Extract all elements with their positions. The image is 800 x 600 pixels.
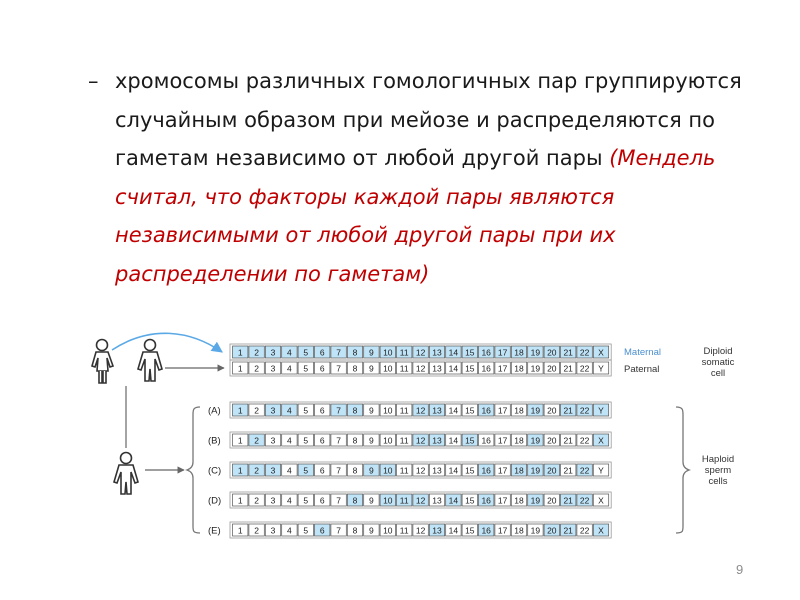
chromosome-number: 2	[254, 465, 259, 476]
row-label: (A)	[208, 405, 221, 417]
chromosome-number: 8	[352, 347, 358, 358]
chromosome-number: 5	[303, 465, 309, 476]
paternal-label: Paternal	[624, 364, 660, 375]
chromosome-number: 3	[270, 465, 276, 476]
haploid-row	[208, 432, 611, 448]
chromosome-number: 1	[237, 347, 243, 358]
chromosome-number: 6	[319, 405, 325, 416]
chromosome-number: 1	[237, 495, 243, 506]
chromosome-number: 11	[399, 405, 409, 416]
chromosome-number: 17	[497, 405, 508, 416]
chromosome-number: 8	[352, 465, 358, 476]
chromosome-number: 7	[336, 347, 341, 358]
chromosome-number: 2	[254, 495, 259, 506]
chromosome-number: 4	[287, 495, 292, 506]
chromosome-number: 6	[319, 465, 325, 476]
chromosome-number: 1	[237, 465, 243, 476]
chromosome-number: 20	[547, 363, 557, 374]
chromosome-number: 5	[303, 525, 309, 536]
chromosome-rows	[208, 344, 611, 538]
chromosome-number: 4	[287, 465, 292, 476]
chromosome-number: 11	[399, 347, 409, 358]
chromosome-number: 2	[254, 405, 259, 416]
chromosome-number: 21	[563, 405, 573, 416]
chromosome-number: 4	[287, 435, 292, 446]
chromosome-number: 18	[514, 525, 524, 536]
chromosome-number: 12	[415, 465, 426, 476]
male-offspring-icon	[114, 453, 138, 495]
chromosome-number: 22	[579, 347, 590, 358]
chromosome-number: 22	[579, 363, 590, 374]
chromosome-number: 8	[352, 363, 358, 374]
chromosome-number: 16	[481, 405, 491, 416]
chromosome-number: 9	[369, 347, 374, 358]
chromosome-number: 10	[383, 435, 393, 446]
chromosome-number: 19	[530, 363, 541, 374]
haploid-cells-label	[702, 454, 734, 487]
chromosome-number: 19	[530, 525, 541, 536]
chromosome-number: 19	[530, 465, 541, 476]
chromosome-number: 14	[448, 495, 459, 506]
chromosome-number: 15	[465, 347, 475, 358]
chromosome-number: 13	[432, 347, 442, 358]
chromosome-number: 4	[287, 525, 292, 536]
chromosome-number: 1	[237, 405, 243, 416]
chromosome-number: 11	[399, 435, 409, 446]
chromosome-number: 9	[369, 363, 374, 374]
chromosome-number: 7	[336, 435, 341, 446]
chromosome-number: 13	[432, 405, 442, 416]
mendel-note: (Мендель считал, что факторы каждой пары являются независимыми от любой другой пары при их распределении по гаметам)	[115, 146, 716, 286]
chromosome-number: 1	[237, 363, 243, 374]
chromosome-number: 15	[465, 435, 475, 446]
chromosome-number: 5	[303, 405, 309, 416]
chromosome-number: 13	[432, 363, 442, 374]
chromosome-number: 4	[287, 405, 292, 416]
maternal-label: Maternal	[624, 347, 661, 358]
maternal-chromosome-row	[230, 344, 611, 360]
chromosome-number: 14	[448, 465, 459, 476]
row-label: (C)	[208, 465, 222, 477]
chromosome-number: 3	[270, 435, 276, 446]
chromosome-number: 14	[448, 435, 459, 446]
chromosome-number: 13	[432, 525, 442, 536]
chromosome-number: 19	[530, 405, 541, 416]
chromosome-number: 5	[303, 363, 309, 374]
male-parent-icon	[138, 340, 162, 382]
chromosome-number: 1	[237, 435, 243, 446]
haploid-row	[208, 402, 611, 418]
chromosome-number: 11	[399, 495, 409, 506]
chromosome-number: X	[598, 525, 604, 536]
chromosome-number: 21	[563, 495, 573, 506]
chromosome-number: 15	[465, 465, 475, 476]
row-label: (E)	[208, 525, 221, 537]
chromosome-number: 5	[303, 347, 309, 358]
chromosome-number: 2	[254, 363, 259, 374]
chromosome-number: 6	[319, 435, 325, 446]
chromosome-number: 21	[563, 347, 573, 358]
chromosome-number: 22	[579, 435, 590, 446]
chromosome-number: 20	[547, 405, 557, 416]
left-bracket	[187, 407, 200, 533]
chromosome-number: 13	[432, 495, 442, 506]
chromosome-number: 12	[415, 405, 426, 416]
chromosome-number: 3	[270, 363, 276, 374]
chromosome-number: 20	[547, 465, 557, 476]
chromosome-number: 18	[514, 363, 524, 374]
chromosome-number: 11	[399, 465, 409, 476]
chromosome-number: 8	[352, 525, 358, 536]
chromosome-number: 2	[254, 435, 259, 446]
chromosome-number: Y	[598, 363, 604, 374]
chromosome-number: 16	[481, 347, 491, 358]
chromosome-number: 12	[415, 525, 426, 536]
chromosome-number: 8	[352, 405, 358, 416]
chromosome-number: 18	[514, 495, 524, 506]
chromosome-number: 10	[383, 525, 393, 536]
chromosome-number: 17	[497, 363, 508, 374]
chromosome-number: 18	[514, 347, 524, 358]
paternal-chromosome-row	[230, 360, 611, 376]
haploid-row	[208, 462, 611, 478]
chromosome-number: 2	[254, 347, 259, 358]
chromosome-number: 16	[481, 363, 491, 374]
chromosome-number: 20	[547, 525, 557, 536]
chromosome-number: 13	[432, 435, 442, 446]
chromosome-number: 5	[303, 495, 309, 506]
chromosome-number: 18	[514, 465, 524, 476]
chromosome-number: 13	[432, 465, 442, 476]
chromosome-number: 20	[547, 347, 557, 358]
chromosome-number: 15	[465, 495, 475, 506]
chromosome-number: 11	[399, 525, 409, 536]
diploid-cell-label	[702, 346, 735, 379]
chromosome-number: 7	[336, 525, 341, 536]
chromosome-number: 11	[399, 363, 409, 374]
chromosome-number: 9	[369, 405, 374, 416]
chromosome-number: 10	[383, 405, 393, 416]
row-label: (D)	[208, 495, 222, 507]
slide-number: 9	[736, 562, 744, 577]
chromosome-number: 15	[465, 525, 475, 536]
svg-text:cell: cell	[710, 368, 726, 379]
chromosome-number: Y	[598, 405, 604, 416]
chromosome-number: 7	[336, 495, 341, 506]
bullet-dash: –	[88, 69, 99, 93]
female-parent-icon	[92, 340, 113, 384]
chromosome-number: 21	[563, 525, 573, 536]
chromosome-number: 21	[563, 363, 573, 374]
chromosome-number: 19	[530, 347, 541, 358]
row-label: (B)	[208, 435, 221, 447]
chromosome-number: 6	[319, 347, 325, 358]
chromosome-number: X	[598, 347, 604, 358]
svg-text:somatic: somatic	[701, 357, 735, 368]
right-bracket	[676, 407, 689, 533]
chromosome-number: 18	[514, 435, 524, 446]
chromosome-number: 6	[319, 495, 325, 506]
chromosome-number: 10	[383, 347, 393, 358]
chromosome-number: 14	[448, 347, 459, 358]
chromosome-number: 14	[448, 363, 459, 374]
chromosome-number: 10	[383, 363, 393, 374]
chromosome-number: 19	[530, 495, 541, 506]
chromosome-number: 9	[369, 495, 374, 506]
chromosome-number: 12	[415, 363, 426, 374]
chromosome-number: 9	[369, 525, 374, 536]
chromosome-number: 14	[448, 525, 459, 536]
chromosome-number: 17	[497, 495, 508, 506]
chromosome-number: 4	[287, 347, 292, 358]
chromosome-number: 16	[481, 435, 491, 446]
chromosome-number: 19	[530, 435, 541, 446]
chromosome-number: 22	[579, 495, 590, 506]
chromosome-number: 16	[481, 465, 491, 476]
chromosome-number: 17	[497, 525, 508, 536]
chromosome-number: X	[598, 495, 604, 506]
chromosome-number: 3	[270, 405, 276, 416]
chromosome-number: 16	[481, 495, 491, 506]
chromosome-number: 1	[237, 525, 243, 536]
chromosome-number: 14	[448, 405, 459, 416]
chromosome-number: 12	[415, 495, 426, 506]
chromosome-number: 9	[369, 465, 374, 476]
chromosome-number: 7	[336, 363, 341, 374]
chromosome-number: 6	[319, 525, 325, 536]
haploid-row	[208, 492, 611, 508]
bullet-main-text: хромосомы различных гомологичных пар группируются случайным образом при мейозе и распределяются по гаметам независимо от любой другой пары	[115, 69, 742, 170]
chromosome-number: 22	[579, 465, 590, 476]
chromosome-number: Y	[598, 465, 604, 476]
svg-text:sperm: sperm	[704, 465, 732, 476]
chromosome-number: 7	[336, 405, 341, 416]
svg-text:Diploid: Diploid	[703, 346, 733, 357]
chromosome-number: 17	[497, 347, 508, 358]
chromosome-number: 3	[270, 495, 276, 506]
chromosome-number: X	[598, 435, 604, 446]
chromosome-number: 12	[415, 435, 426, 446]
maternal-arrow	[112, 333, 222, 352]
chromosome-number: 15	[465, 405, 475, 416]
chromosome-number: 10	[383, 495, 393, 506]
chromosome-number: 22	[579, 405, 590, 416]
chromosome-number: 18	[514, 405, 524, 416]
chromosome-number: 10	[383, 465, 393, 476]
chromosome-number: 20	[547, 495, 557, 506]
chromosome-number: 15	[465, 363, 475, 374]
chromosome-number: 9	[369, 435, 374, 446]
chromosome-number: 17	[497, 435, 508, 446]
chromosome-number: 3	[270, 525, 276, 536]
svg-text:cells: cells	[708, 476, 728, 487]
chromosome-number: 2	[254, 525, 259, 536]
chromosome-number: 21	[563, 435, 573, 446]
chromosome-number: 6	[319, 363, 325, 374]
chromosome-number: 12	[415, 347, 426, 358]
chromosome-number: 21	[563, 465, 573, 476]
chromosome-number: 22	[579, 525, 590, 536]
chromosome-number: 8	[352, 435, 358, 446]
chromosome-number: 7	[336, 465, 341, 476]
chromosome-number: 8	[352, 495, 358, 506]
chromosome-number: 3	[270, 347, 276, 358]
chromosome-number: 4	[287, 363, 292, 374]
haploid-row	[208, 522, 611, 538]
svg-text:Haploid: Haploid	[701, 454, 735, 465]
chromosome-number: 20	[547, 435, 557, 446]
chromosome-number: 17	[497, 465, 508, 476]
chromosome-number: 5	[303, 435, 309, 446]
chromosome-number: 16	[481, 525, 491, 536]
